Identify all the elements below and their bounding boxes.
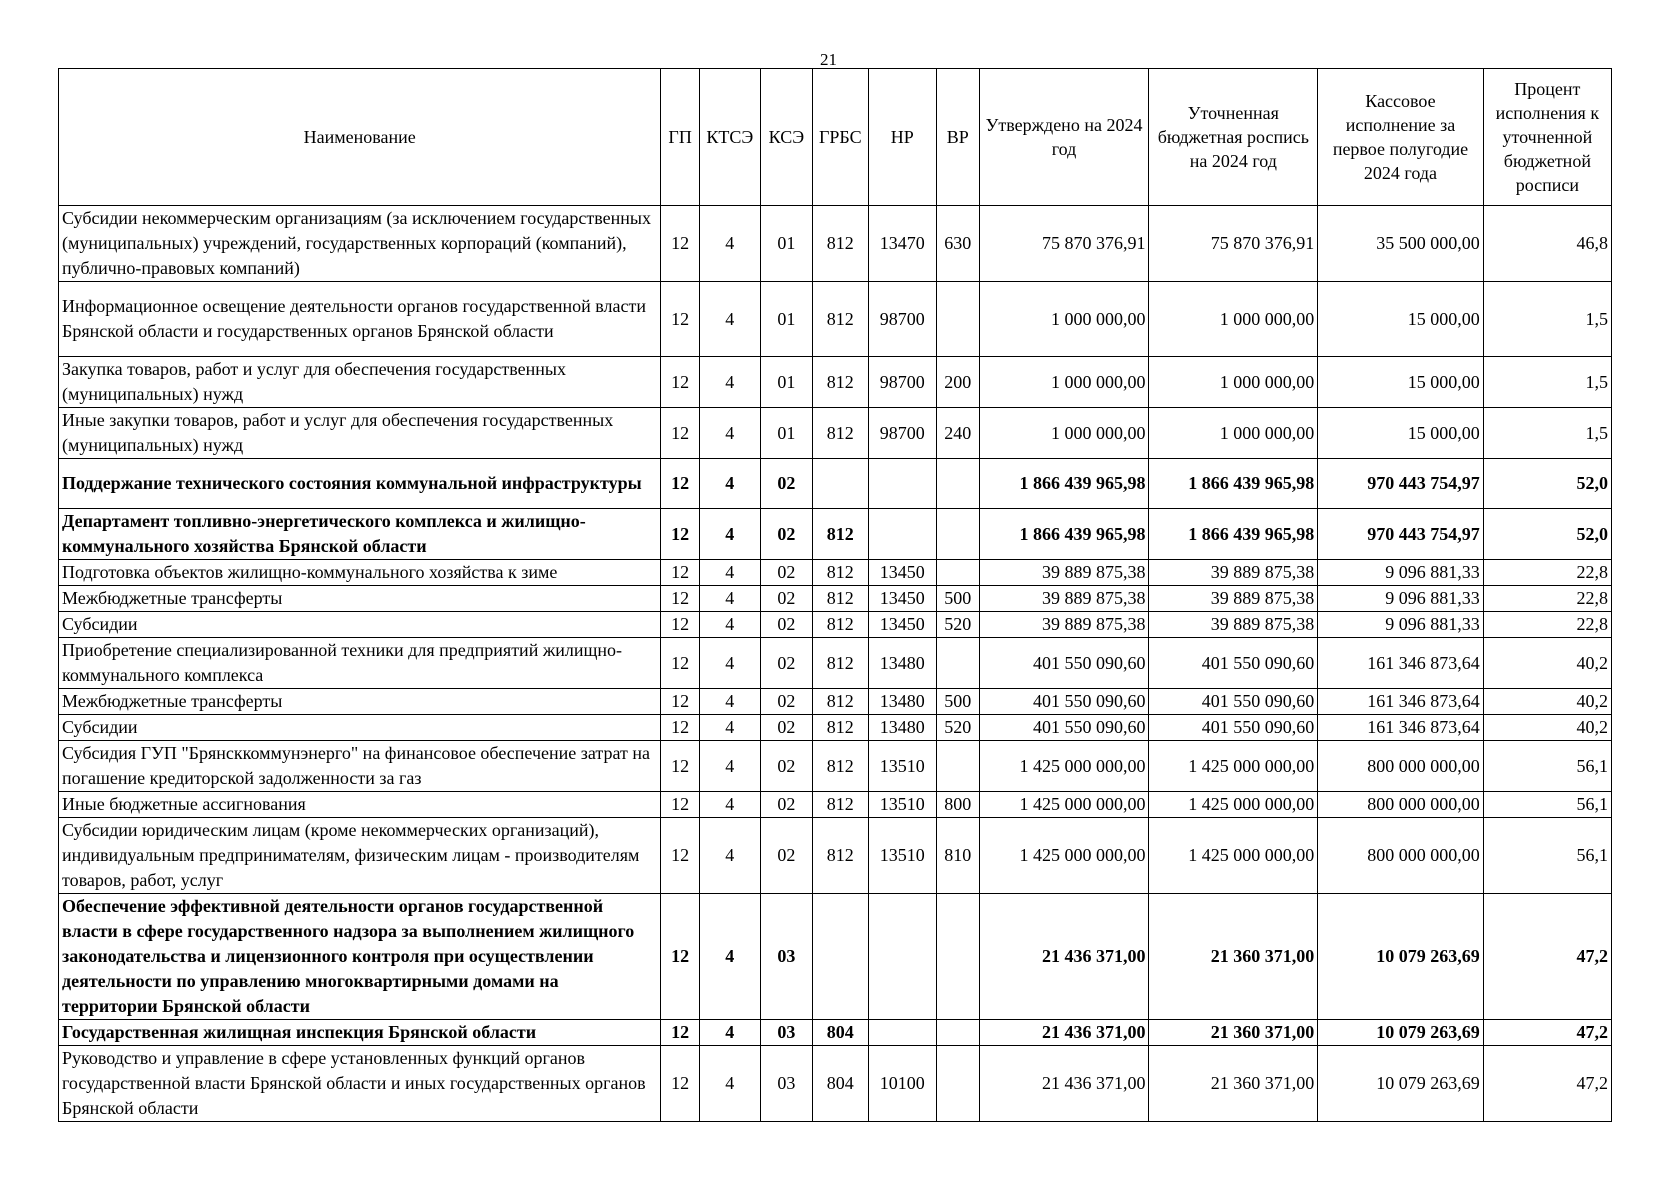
- cell-gp: 12: [661, 586, 699, 612]
- cell-percent: 40,2: [1483, 638, 1611, 689]
- cell-kse: 01: [760, 206, 812, 282]
- header-approved: Утверждено на 2024 год: [979, 69, 1149, 206]
- cell-ktse: 4: [699, 282, 760, 357]
- cell-grbs: 812: [813, 357, 869, 408]
- cell-kse: 02: [760, 612, 812, 638]
- cell-approved: 75 870 376,91: [979, 206, 1149, 282]
- cell-name: Информационное освещение деятельности органов государственной власти Брянской области и государственных органов Брянской области: [59, 282, 661, 357]
- cell-grbs: 812: [813, 818, 869, 894]
- cell-kse: 02: [760, 715, 812, 741]
- cell-refined: 1 425 000 000,00: [1149, 792, 1318, 818]
- cell-vr: 520: [936, 612, 979, 638]
- cell-refined: 1 866 439 965,98: [1149, 509, 1318, 560]
- cell-percent: 52,0: [1483, 509, 1611, 560]
- cell-nr: 98700: [868, 282, 936, 357]
- cell-name: Руководство и управление в сфере установленных функций органов государственной власти Брянской области и иных государственных органов Брянской области: [59, 1046, 661, 1122]
- cell-percent: 47,2: [1483, 894, 1611, 1020]
- cell-gp: 12: [661, 282, 699, 357]
- cell-grbs: 812: [813, 741, 869, 792]
- cell-nr: 13450: [868, 586, 936, 612]
- cell-nr: 98700: [868, 408, 936, 459]
- table-row: [59, 586, 1612, 612]
- cell-executed: 9 096 881,33: [1318, 612, 1484, 638]
- cell-kse: 02: [760, 638, 812, 689]
- cell-grbs: 804: [813, 1046, 869, 1122]
- cell-vr: [936, 509, 979, 560]
- cell-name: Иные бюджетные ассигнования: [59, 792, 661, 818]
- cell-vr: 500: [936, 586, 979, 612]
- cell-grbs: 812: [813, 509, 869, 560]
- budget-table: [58, 68, 1612, 1122]
- cell-kse: 03: [760, 894, 812, 1020]
- cell-nr: 13480: [868, 689, 936, 715]
- cell-name: Подготовка объектов жилищно-коммунального хозяйства к зиме: [59, 560, 661, 586]
- cell-nr: 13450: [868, 560, 936, 586]
- cell-kse: 02: [760, 459, 812, 509]
- cell-nr: 13480: [868, 638, 936, 689]
- cell-nr: [868, 459, 936, 509]
- cell-ktse: 4: [699, 741, 760, 792]
- table-row: [59, 459, 1612, 509]
- header-percent: Процент исполнения к уточненной бюджетной росписи: [1483, 69, 1611, 206]
- table-row: [59, 1020, 1612, 1046]
- cell-gp: 12: [661, 894, 699, 1020]
- cell-kse: 01: [760, 282, 812, 357]
- cell-name: Поддержание технического состояния коммунальной инфраструктуры: [59, 459, 661, 509]
- cell-percent: 47,2: [1483, 1046, 1611, 1122]
- table-row: [59, 509, 1612, 560]
- header-ktse: КТСЭ: [699, 69, 760, 206]
- cell-gp: 12: [661, 408, 699, 459]
- cell-percent: 56,1: [1483, 818, 1611, 894]
- cell-refined: 401 550 090,60: [1149, 689, 1318, 715]
- cell-vr: [936, 560, 979, 586]
- cell-approved: 1 866 439 965,98: [979, 509, 1149, 560]
- cell-kse: 02: [760, 792, 812, 818]
- cell-refined: 75 870 376,91: [1149, 206, 1318, 282]
- cell-percent: 40,2: [1483, 715, 1611, 741]
- cell-ktse: 4: [699, 1046, 760, 1122]
- cell-refined: 401 550 090,60: [1149, 638, 1318, 689]
- cell-percent: 40,2: [1483, 689, 1611, 715]
- cell-kse: 01: [760, 357, 812, 408]
- cell-approved: 401 550 090,60: [979, 689, 1149, 715]
- cell-executed: 970 443 754,97: [1318, 509, 1484, 560]
- cell-gp: 12: [661, 1046, 699, 1122]
- cell-gp: 12: [661, 715, 699, 741]
- cell-grbs: 812: [813, 560, 869, 586]
- cell-refined: 21 360 371,00: [1149, 894, 1318, 1020]
- cell-grbs: 812: [813, 586, 869, 612]
- table-row: [59, 560, 1612, 586]
- cell-name: Субсидии: [59, 715, 661, 741]
- cell-nr: [868, 1020, 936, 1046]
- cell-gp: 12: [661, 741, 699, 792]
- cell-vr: 240: [936, 408, 979, 459]
- cell-nr: 98700: [868, 357, 936, 408]
- cell-approved: 1 866 439 965,98: [979, 459, 1149, 509]
- cell-vr: [936, 1020, 979, 1046]
- cell-nr: 13480: [868, 715, 936, 741]
- table-row: [59, 1046, 1612, 1122]
- cell-refined: 39 889 875,38: [1149, 560, 1318, 586]
- cell-gp: 12: [661, 1020, 699, 1046]
- table-row: [59, 638, 1612, 689]
- cell-refined: 1 000 000,00: [1149, 282, 1318, 357]
- table-row: [59, 741, 1612, 792]
- cell-gp: 12: [661, 689, 699, 715]
- cell-vr: [936, 894, 979, 1020]
- cell-executed: 15 000,00: [1318, 408, 1484, 459]
- cell-executed: 9 096 881,33: [1318, 560, 1484, 586]
- cell-name: Государственная жилищная инспекция Брянской области: [59, 1020, 661, 1046]
- cell-gp: 12: [661, 509, 699, 560]
- cell-gp: 12: [661, 206, 699, 282]
- cell-approved: 1 425 000 000,00: [979, 741, 1149, 792]
- cell-vr: [936, 282, 979, 357]
- cell-nr: 13510: [868, 818, 936, 894]
- cell-approved: 39 889 875,38: [979, 560, 1149, 586]
- cell-refined: 21 360 371,00: [1149, 1046, 1318, 1122]
- cell-approved: 21 436 371,00: [979, 894, 1149, 1020]
- cell-refined: 39 889 875,38: [1149, 612, 1318, 638]
- cell-kse: 02: [760, 741, 812, 792]
- cell-name: Субсидии некоммерческим организациям (за исключением государственных (муниципальных) учреждений, государственных корпораций (компаний), публично-правовых компаний): [59, 206, 661, 282]
- cell-refined: 1 000 000,00: [1149, 357, 1318, 408]
- cell-percent: 1,5: [1483, 282, 1611, 357]
- cell-kse: 02: [760, 560, 812, 586]
- cell-approved: 1 000 000,00: [979, 282, 1149, 357]
- cell-name: Иные закупки товаров, работ и услуг для обеспечения государственных (муниципальных) нужд: [59, 408, 661, 459]
- cell-vr: [936, 1046, 979, 1122]
- cell-gp: 12: [661, 357, 699, 408]
- cell-ktse: 4: [699, 586, 760, 612]
- cell-percent: 1,5: [1483, 357, 1611, 408]
- table-row: [59, 792, 1612, 818]
- cell-executed: 800 000 000,00: [1318, 741, 1484, 792]
- cell-vr: 520: [936, 715, 979, 741]
- header-gp: ГП: [661, 69, 699, 206]
- cell-nr: 10100: [868, 1046, 936, 1122]
- cell-nr: [868, 509, 936, 560]
- cell-executed: 10 079 263,69: [1318, 1046, 1484, 1122]
- cell-name: Субсидия ГУП "Брянсккоммунэнерго" на финансовое обеспечение затрат на погашение кредиторской задолженности за газ: [59, 741, 661, 792]
- cell-executed: 800 000 000,00: [1318, 792, 1484, 818]
- cell-nr: [868, 894, 936, 1020]
- cell-ktse: 4: [699, 459, 760, 509]
- cell-approved: 1 000 000,00: [979, 408, 1149, 459]
- cell-gp: 12: [661, 560, 699, 586]
- cell-grbs: 812: [813, 689, 869, 715]
- cell-executed: 800 000 000,00: [1318, 818, 1484, 894]
- cell-approved: 401 550 090,60: [979, 715, 1149, 741]
- cell-ktse: 4: [699, 560, 760, 586]
- cell-executed: 161 346 873,64: [1318, 715, 1484, 741]
- cell-grbs: 812: [813, 792, 869, 818]
- cell-grbs: 812: [813, 206, 869, 282]
- cell-executed: 35 500 000,00: [1318, 206, 1484, 282]
- cell-ktse: 4: [699, 1020, 760, 1046]
- cell-approved: 401 550 090,60: [979, 638, 1149, 689]
- cell-percent: 56,1: [1483, 741, 1611, 792]
- header-refined: Уточненная бюджетная роспись на 2024 год: [1149, 69, 1318, 206]
- cell-approved: 39 889 875,38: [979, 612, 1149, 638]
- cell-gp: 12: [661, 638, 699, 689]
- cell-grbs: 804: [813, 1020, 869, 1046]
- cell-nr: 13450: [868, 612, 936, 638]
- cell-grbs: [813, 459, 869, 509]
- cell-kse: 02: [760, 509, 812, 560]
- cell-name: Межбюджетные трансферты: [59, 689, 661, 715]
- cell-refined: 401 550 090,60: [1149, 715, 1318, 741]
- cell-approved: 39 889 875,38: [979, 586, 1149, 612]
- cell-executed: 10 079 263,69: [1318, 894, 1484, 1020]
- cell-ktse: 4: [699, 206, 760, 282]
- cell-executed: 9 096 881,33: [1318, 586, 1484, 612]
- cell-ktse: 4: [699, 612, 760, 638]
- cell-ktse: 4: [699, 689, 760, 715]
- cell-grbs: 812: [813, 282, 869, 357]
- cell-approved: 1 425 000 000,00: [979, 818, 1149, 894]
- header-kse: КСЭ: [760, 69, 812, 206]
- cell-grbs: 812: [813, 638, 869, 689]
- cell-vr: 630: [936, 206, 979, 282]
- header-name: Наименование: [59, 69, 661, 206]
- cell-grbs: 812: [813, 715, 869, 741]
- cell-ktse: 4: [699, 509, 760, 560]
- header-grbs: ГРБС: [813, 69, 869, 206]
- cell-approved: 21 436 371,00: [979, 1046, 1149, 1122]
- cell-executed: 970 443 754,97: [1318, 459, 1484, 509]
- cell-kse: 02: [760, 818, 812, 894]
- cell-kse: 02: [760, 689, 812, 715]
- cell-grbs: [813, 894, 869, 1020]
- cell-executed: 15 000,00: [1318, 357, 1484, 408]
- cell-kse: 03: [760, 1020, 812, 1046]
- cell-nr: 13510: [868, 741, 936, 792]
- cell-gp: 12: [661, 818, 699, 894]
- cell-ktse: 4: [699, 715, 760, 741]
- cell-name: Субсидии юридическим лицам (кроме некоммерческих организаций), индивидуальным предпринимателям, физическим лицам - производителям товаров, работ, услуг: [59, 818, 661, 894]
- cell-executed: 10 079 263,69: [1318, 1020, 1484, 1046]
- cell-grbs: 812: [813, 612, 869, 638]
- cell-ktse: 4: [699, 894, 760, 1020]
- cell-name: Закупка товаров, работ и услуг для обеспечения государственных (муниципальных) нужд: [59, 357, 661, 408]
- cell-kse: 03: [760, 1046, 812, 1122]
- cell-gp: 12: [661, 612, 699, 638]
- cell-gp: 12: [661, 459, 699, 509]
- cell-vr: 500: [936, 689, 979, 715]
- cell-approved: 21 436 371,00: [979, 1020, 1149, 1046]
- table-row: [59, 894, 1612, 1020]
- cell-name: Межбюджетные трансферты: [59, 586, 661, 612]
- cell-percent: 22,8: [1483, 586, 1611, 612]
- cell-percent: 1,5: [1483, 408, 1611, 459]
- cell-nr: 13470: [868, 206, 936, 282]
- header-executed: Кассовое исполнение за первое полугодие 2024 года: [1318, 69, 1484, 206]
- table-row: [59, 818, 1612, 894]
- table-row: [59, 612, 1612, 638]
- cell-percent: 22,8: [1483, 560, 1611, 586]
- cell-kse: 01: [760, 408, 812, 459]
- header-nr: НР: [868, 69, 936, 206]
- cell-name: Приобретение специализированной техники для предприятий жилищно-коммунального комплекса: [59, 638, 661, 689]
- cell-gp: 12: [661, 792, 699, 818]
- cell-refined: 1 866 439 965,98: [1149, 459, 1318, 509]
- cell-nr: 13510: [868, 792, 936, 818]
- cell-percent: 46,8: [1483, 206, 1611, 282]
- cell-executed: 15 000,00: [1318, 282, 1484, 357]
- table-row: [59, 282, 1612, 357]
- cell-percent: 22,8: [1483, 612, 1611, 638]
- cell-kse: 02: [760, 586, 812, 612]
- cell-ktse: 4: [699, 408, 760, 459]
- cell-refined: 1 000 000,00: [1149, 408, 1318, 459]
- cell-ktse: 4: [699, 638, 760, 689]
- cell-ktse: 4: [699, 357, 760, 408]
- cell-refined: 1 425 000 000,00: [1149, 818, 1318, 894]
- cell-vr: [936, 459, 979, 509]
- cell-ktse: 4: [699, 818, 760, 894]
- table-row: [59, 689, 1612, 715]
- cell-percent: 47,2: [1483, 1020, 1611, 1046]
- cell-vr: [936, 741, 979, 792]
- table-row: [59, 715, 1612, 741]
- table-header-row: [59, 69, 1612, 206]
- cell-vr: 810: [936, 818, 979, 894]
- cell-approved: 1 000 000,00: [979, 357, 1149, 408]
- cell-vr: 200: [936, 357, 979, 408]
- cell-refined: 21 360 371,00: [1149, 1020, 1318, 1046]
- cell-percent: 56,1: [1483, 792, 1611, 818]
- cell-name: Департамент топливно-энергетического комплекса и жилищно-коммунального хозяйства Брянской области: [59, 509, 661, 560]
- cell-percent: 52,0: [1483, 459, 1611, 509]
- cell-name: Субсидии: [59, 612, 661, 638]
- page-number: 21: [820, 50, 837, 69]
- cell-executed: 161 346 873,64: [1318, 638, 1484, 689]
- cell-refined: 1 425 000 000,00: [1149, 741, 1318, 792]
- cell-vr: 800: [936, 792, 979, 818]
- cell-approved: 1 425 000 000,00: [979, 792, 1149, 818]
- cell-ktse: 4: [699, 792, 760, 818]
- table-row: [59, 206, 1612, 282]
- cell-grbs: 812: [813, 408, 869, 459]
- cell-vr: [936, 638, 979, 689]
- cell-name: Обеспечение эффективной деятельности органов государственной власти в сфере государственного надзора за выполнением жилищного законодательства и лицензионного контроля при осуществлении деятельности по управлению многоквартирными домами на территории Брянской области: [59, 894, 661, 1020]
- cell-executed: 161 346 873,64: [1318, 689, 1484, 715]
- table-row: [59, 408, 1612, 459]
- table-row: [59, 357, 1612, 408]
- cell-refined: 39 889 875,38: [1149, 586, 1318, 612]
- header-vr: ВР: [936, 69, 979, 206]
